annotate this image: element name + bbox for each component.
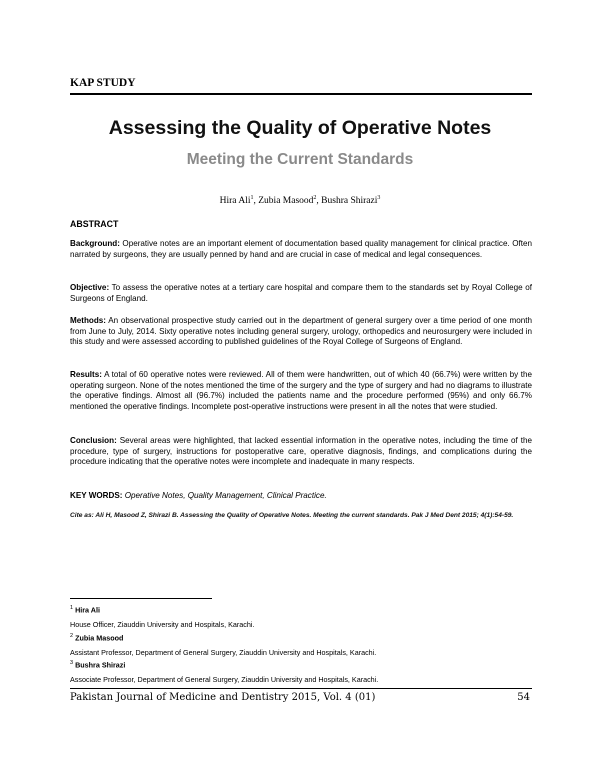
methods-text: An observational prospective study carried out in the department of general surgery over a time period of one month from June to July, 2014. Sixty operative notes including general surgery, urology, orthopedics and neurosurgery were included in this study and were assessed according to published guidelines of the Royal College of Surgeons of England. — [70, 316, 532, 347]
author-name: Bushra Shirazi — [321, 196, 378, 207]
results-text: A total of 60 operative notes were reviewed. All of them were handwritten, out of which 40 (66.7%) were written by the operating surgeon. None of the notes mentioned the time of the surgery and the type of surgery and had no diagrams to illustrate the operative findings. Almost all (96.7%) included the patients name and the procedure performed (95%) and only 66.7% mentioned the operative findings. Incomplete post-operative instructions were present in all the notes that were studied. — [70, 370, 532, 411]
author-name: Zubia Masood — [258, 196, 314, 207]
background-label: Background: — [70, 239, 120, 248]
footer-journal: Pakistan Journal of Medicine and Dentistry 2015, Vol. 4 (01) — [70, 692, 376, 703]
footnote-author — [70, 632, 123, 642]
author-list — [0, 195, 600, 206]
footnote-author — [70, 604, 100, 614]
section-label: KAP STUDY — [70, 77, 136, 89]
page-number: 54 — [517, 692, 530, 703]
author-sup: 1 — [250, 195, 254, 201]
author-name: Hira Ali — [219, 196, 251, 207]
footnote-affiliation: Assistant Professor, Department of General Surgery, Ziauddin University and Hospitals, Karachi. — [70, 648, 377, 657]
methods-label: Methods: — [70, 316, 106, 325]
abstract-objective — [70, 283, 532, 304]
footnote-affiliation: House Officer, Ziauddin University and Hospitals, Karachi. — [70, 620, 255, 629]
background-text: Operative notes are an important element of documentation based quality management for clinical practice. Often narrated by surgeons, they are usually penned by hand and are crucial in case of medical and legal consequences. — [70, 239, 532, 259]
footnote-author — [70, 659, 125, 669]
footnote-rule — [70, 598, 212, 599]
abstract-heading: ABSTRACT — [70, 219, 119, 229]
abstract-background — [70, 239, 532, 260]
author-sup: 3 — [377, 195, 381, 201]
footnote-name: Hira Ali — [75, 605, 100, 615]
footer-rule — [70, 688, 532, 689]
article-title: Assessing the Quality of Operative Notes — [108, 117, 492, 139]
footnote-number: 2 — [70, 633, 74, 639]
footnote-number: 3 — [70, 660, 74, 666]
keywords — [70, 491, 532, 502]
abstract-conclusion — [70, 436, 532, 468]
footnote-name: Zubia Masood — [75, 633, 124, 643]
objective-label: Objective: — [70, 283, 110, 292]
conclusion-label: Conclusion: — [70, 436, 117, 445]
abstract-methods — [70, 316, 532, 348]
footnote-affiliation: Associate Professor, Department of General Surgery, Ziauddin University and Hospitals, Karachi. — [70, 675, 379, 684]
objective-text: To assess the operative notes at a tertiary care hospital and compare them to the standards set by Royal College of Surgeons of England. — [70, 283, 532, 303]
article-subtitle: Meeting the Current Standards — [186, 151, 414, 168]
keywords-label: KEY WORDS: — [70, 491, 123, 500]
author-separator: , — [316, 196, 322, 207]
abstract-results — [70, 370, 532, 412]
header-rule — [70, 93, 532, 95]
author-separator: , — [253, 196, 259, 207]
results-label: Results: — [70, 370, 102, 379]
keywords-text: Operative Notes, Quality Management, Clinical Practice. — [124, 491, 327, 500]
footnote-name: Bushra Shirazi — [75, 660, 126, 670]
conclusion-text: Several areas were highlighted, that lacked essential information in the operative notes, including the time of the procedure, type of surgery, instructions for postoperative care, operative diagnosis, findings, and complications during the procedure indicating that the operative notes were incomplete and inadequate in many respects. — [70, 436, 532, 467]
author-sup: 2 — [313, 195, 317, 201]
footnote-number: 1 — [70, 605, 74, 611]
citation: Cite as: Ali H, Masood Z, Shirazi B. Assessing the Quality of Operative Notes. Meeting the current standards. Pak J Med Dent 2015; 4(1):54-59. — [70, 512, 514, 519]
